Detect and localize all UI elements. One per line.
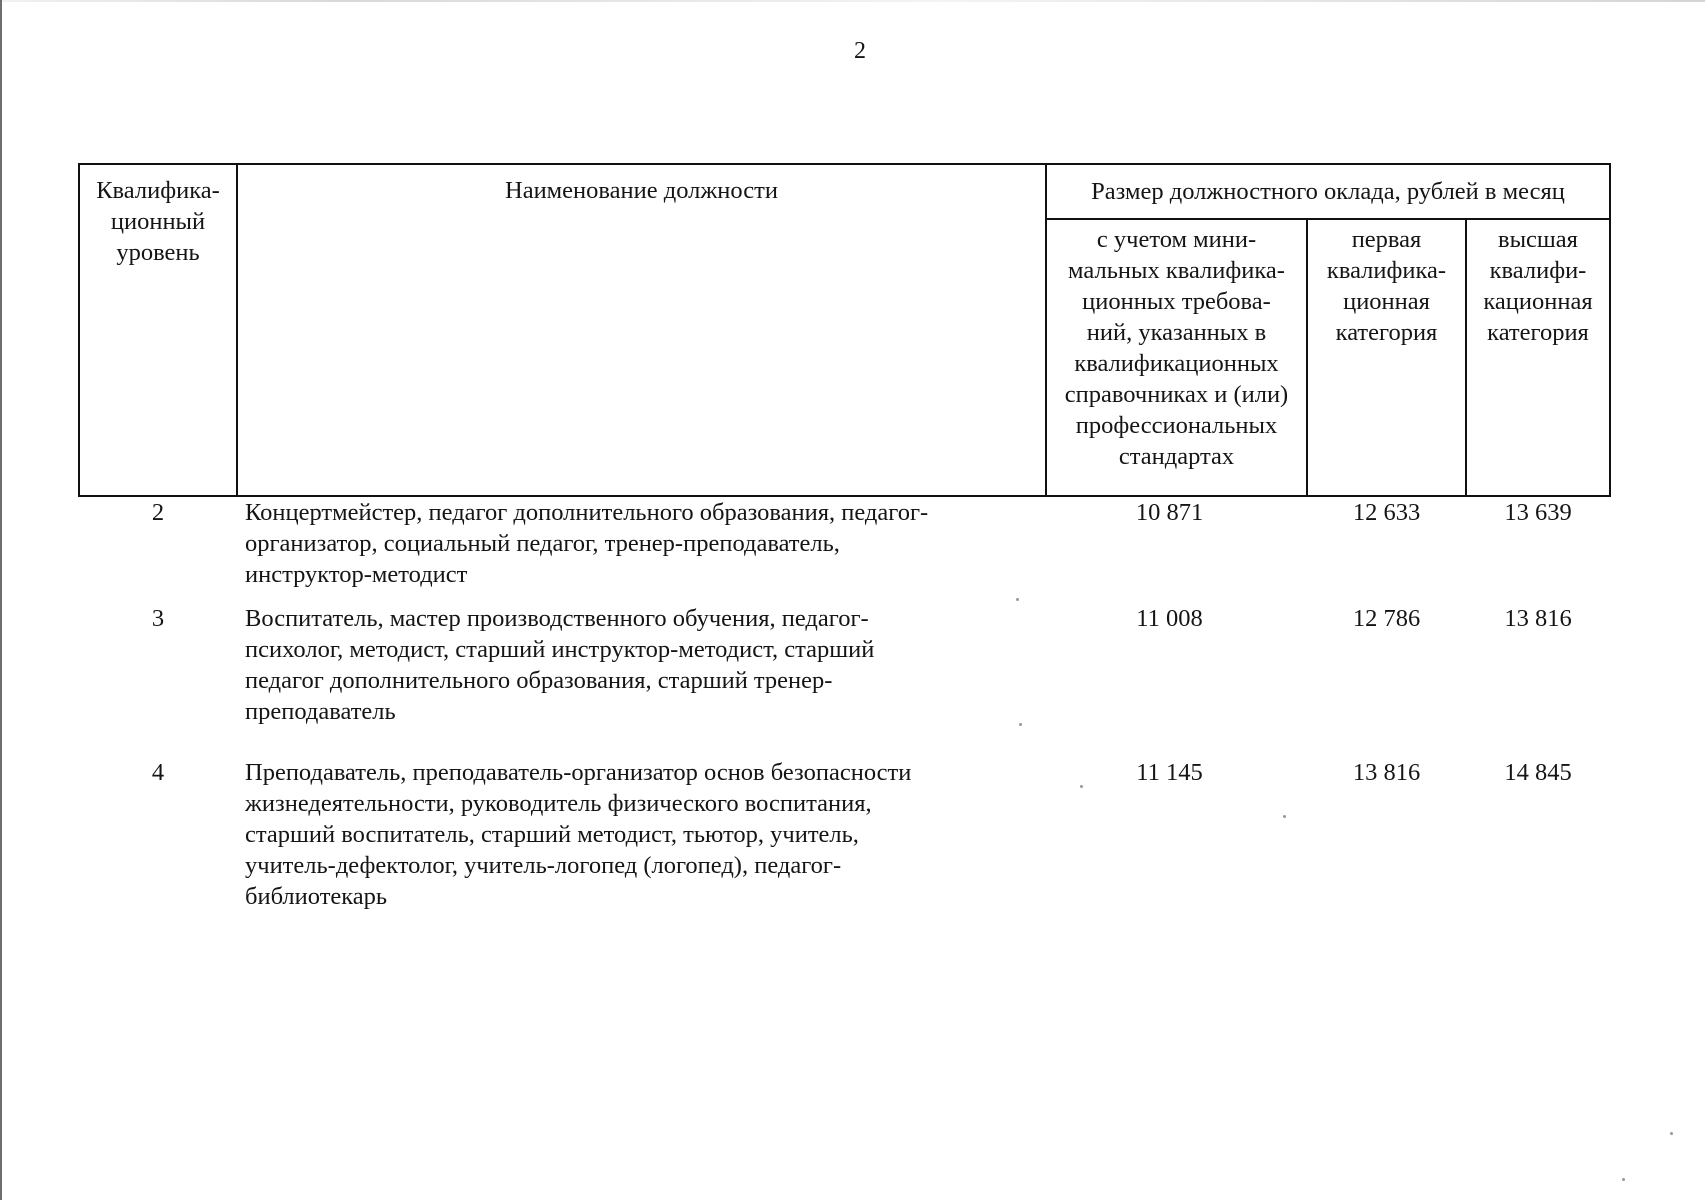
header-first-category xyxy=(1307,219,1466,496)
scan-speck xyxy=(1080,785,1083,788)
row-salary-first: 12 633 xyxy=(1352,499,1421,526)
header-salary xyxy=(1046,164,1610,219)
row-position-text: Преподаватель, преподаватель-организатор основ безопасности жизнедеятельности, руководитель физического воспитания, старший воспитатель, старший методист, тьютор, учитель, учитель-дефектолог, учитель-логопед (логопед), педагог- библиотекарь xyxy=(245,759,912,910)
row-position xyxy=(237,757,1046,947)
row-level: 4 xyxy=(151,759,165,786)
row-level: 2 xyxy=(151,499,165,526)
scan-speck xyxy=(1016,598,1019,601)
row-salary-base: 10 871 xyxy=(1135,499,1204,526)
row-salary-highest: 13 816 xyxy=(1504,605,1572,632)
row-salary-highest: 13 639 xyxy=(1504,499,1572,526)
table-body xyxy=(79,496,1610,947)
row-salary-base: 11 145 xyxy=(1136,759,1203,786)
scan-speck xyxy=(1283,815,1286,818)
scan-speck xyxy=(1670,1132,1673,1135)
row-position-text: Воспитатель, мастер производственного обучения, педагог- психолог, методист, старший инструктор-методист, старший педагог дополнительного образования, старший тренер- преподаватель xyxy=(245,605,875,725)
header-first-text: первая квалифика- ционная категория xyxy=(1326,225,1447,346)
row-salary-first: 13 816 xyxy=(1352,759,1421,786)
header-level xyxy=(79,164,237,496)
scan-speck xyxy=(1622,1178,1625,1181)
header-highest-category xyxy=(1466,219,1610,496)
header-base-text: с учетом мини- мальных квалифика- ционных требова- ний, указанных в квалификационных справочниках и (или) профессиональных стандартах xyxy=(1064,225,1289,470)
row-level: 3 xyxy=(151,605,165,632)
scan-left-edge xyxy=(0,0,2,1200)
table-row xyxy=(79,757,1610,947)
table-row xyxy=(79,496,1610,603)
table-row xyxy=(79,603,1610,757)
row-salary-base: 11 008 xyxy=(1136,605,1203,632)
row-position-text: Концертмейстер, педагог дополнительного образования, педагог- организатор, социальный педагог, тренер-преподаватель, инструктор-методист xyxy=(245,499,929,588)
header-salary-text: Размер должностного оклада, рублей в месяц xyxy=(1091,177,1565,205)
row-salary-highest: 14 845 xyxy=(1504,759,1572,786)
salary-table xyxy=(78,163,1611,947)
row-position xyxy=(237,496,1046,603)
header-position xyxy=(237,164,1046,496)
page-number: 2 xyxy=(854,38,866,64)
table-header xyxy=(79,164,1610,496)
row-position xyxy=(237,603,1046,757)
row-salary-first: 12 786 xyxy=(1352,605,1421,632)
header-level-text: Квалифика- ционный уровень xyxy=(96,177,220,266)
header-highest-text: высшая квалифи- кационная категория xyxy=(1483,225,1593,346)
scan-speck xyxy=(1019,723,1022,726)
scan-top-edge xyxy=(0,0,1705,2)
header-position-text: Наименование должности xyxy=(505,177,778,204)
header-base-column xyxy=(1046,219,1307,496)
